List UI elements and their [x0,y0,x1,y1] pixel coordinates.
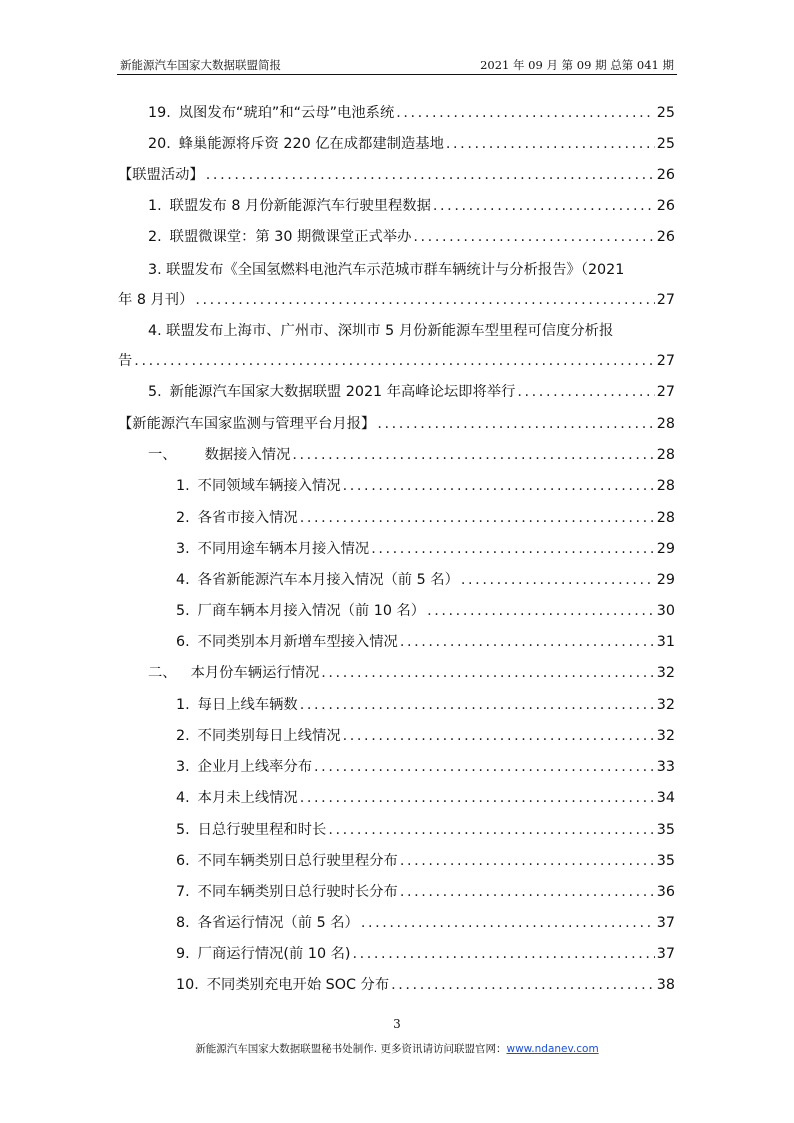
toc-entry-number: 8. [176,915,190,931]
toc-leader-dots [413,225,654,249]
toc-entry-page: 32 [656,728,675,744]
toc-leader-dots [134,349,655,373]
toc-leader-dots [343,474,655,498]
toc-entry[interactable] [0,537,794,561]
toc-leader-dots [195,288,654,312]
toc-entry-title: 不同类别本月新增车型接入情况 [197,634,398,650]
toc-entry[interactable] [0,880,794,904]
toc-entry-number: 10. [176,977,199,993]
toc-entry-title: 新能源汽车国家大数据联盟 2021 年高峰论坛即将举行 [169,384,516,400]
header-issue-info: 2021 年 09 月 第 09 期 总第 041 期 [480,58,674,72]
toc-entry-title: 日总行驶里程和时长 [197,822,327,838]
toc-leader-dots [371,537,655,561]
toc-entry-title-line1[interactable]: 4. 联盟发布上海市、广州市、深圳市 5 月份新能源车型里程可信度分析报 [148,323,614,339]
toc-entry[interactable] [0,288,794,312]
toc-entry-page: 29 [656,541,675,557]
toc-leader-dots [300,786,655,810]
toc-entry-page: 32 [656,697,675,713]
toc-entry-number: 6. [176,634,190,650]
toc-leader-dots [461,568,655,592]
toc-entry-title: 厂商车辆本月接入情况（前 10 名） [197,603,426,619]
toc-entry-number: 4. [176,790,190,806]
toc-entry-number: 2. [148,229,162,245]
toc-entry-number: 5. [176,822,190,838]
toc-entry[interactable] [0,506,794,530]
toc-section-title: 【联盟活动】 [118,167,204,183]
toc-entry-title: 不同车辆类别日总行驶里程分布 [197,853,398,869]
toc-entry[interactable] [0,786,794,810]
toc-entry[interactable] [0,849,794,873]
toc-entry-number: 2. [176,728,190,744]
toc-leader-dots [433,194,655,218]
toc-entry-title: 每日上线车辆数 [197,697,298,713]
toc-entry-page: 35 [656,822,675,838]
toc-entry-page: 25 [656,136,675,152]
toc-entry-page: 37 [656,915,675,931]
toc-entry-page: 26 [656,229,675,245]
toc-entry[interactable] [0,630,794,654]
toc-subsection-title: 数据接入情况 [204,447,291,463]
toc-entry-page: 32 [656,665,675,681]
toc-leader-dots [361,911,655,935]
toc-entry-number: 4. [176,572,190,588]
toc-entry-title: 企业月上线率分布 [197,759,313,775]
toc-entry-title: 不同用途车辆本月接入情况 [197,541,370,557]
footer-text: 新能源汽车国家大数据联盟秘书处制作. 更多资讯请访问联盟官网： [195,1043,507,1055]
toc-leader-dots [206,163,655,187]
toc-entry-page: 26 [656,198,675,214]
toc-entry-title-line2: 告 [118,353,133,369]
toc-entry-page: 27 [656,353,675,369]
toc-entry-title-line2: 年 8 月刊） [118,292,194,308]
toc-entry-page: 30 [656,603,675,619]
toc-entry[interactable] [0,599,794,623]
toc-entry-number: 5. [148,384,162,400]
toc-leader-dots [352,942,654,966]
toc-entry-title: 不同车辆类别日总行驶时长分布 [197,884,398,900]
toc-entry-page: 29 [656,572,675,588]
page-number: 3 [393,1017,401,1031]
toc-entry-title: 不同类别每日上线情况 [197,728,341,744]
toc-entry[interactable] [0,132,794,156]
toc-leader-dots [292,443,654,467]
toc-entry-number: 1. [148,198,162,214]
toc-entry-number: 6. [176,853,190,869]
toc-entry[interactable] [0,194,794,218]
toc-entry-title: 不同领域车辆接入情况 [197,478,341,494]
toc-entry[interactable] [0,973,794,997]
toc-entry-number: 20. [148,136,171,152]
toc-entry-title: 本月未上线情况 [197,790,298,806]
toc-leader-dots [400,849,655,873]
toc-entry-title: 蜂巢能源将斥资 220 亿在成都建制造基地 [178,136,444,152]
toc-entry-title: 各省市接入情况 [197,510,298,526]
toc-section-platform[interactable] [0,412,794,436]
header-title: 新能源汽车国家大数据联盟简报 [120,58,281,72]
toc-entry-page: 34 [656,790,675,806]
toc-entry-title: 各省新能源汽车本月接入情况（前 5 名） [197,572,459,588]
toc-leader-dots [427,599,655,623]
toc-leader-dots [396,101,655,125]
toc-entry[interactable] [0,724,794,748]
toc-entry-number: 2. [176,510,190,526]
toc-leader-dots [321,661,655,685]
toc-entry-number: 3. [176,759,190,775]
toc-entry-page: 36 [656,884,675,900]
toc-entry-title-line1[interactable]: 3. 联盟发布《全国氢燃料电池汽车示范城市群车辆统计与分析报告》（2021 [148,262,625,278]
toc-entry[interactable] [0,818,794,842]
toc-subsection[interactable] [0,661,794,685]
toc-entry[interactable] [0,942,794,966]
toc-leader-dots [400,880,655,904]
toc-entry-page: 35 [656,853,675,869]
toc-entry-page: 27 [656,384,675,400]
toc-leader-dots [446,132,655,156]
toc-leader-dots [391,973,655,997]
toc-section-alliance[interactable] [0,163,794,187]
toc-entry-title: 厂商运行情况(前 10 名) [197,946,351,962]
toc-entry-title: 联盟微课堂：第 30 期微课堂正式举办 [169,229,412,245]
toc-leader-dots [377,412,654,436]
toc-entry-page: 28 [656,447,675,463]
page-footer [0,1041,794,1056]
toc-entry-number: 5. [176,603,190,619]
toc-leader-dots [314,755,655,779]
toc-entry-page: 31 [656,634,675,650]
toc-subsection-number: 二、 [148,665,177,681]
toc-leader-dots [517,380,654,404]
toc-entry[interactable] [0,568,794,592]
toc-entry-title: 各省运行情况（前 5 名） [197,915,359,931]
toc-entry[interactable] [0,693,794,717]
toc-entry-page: 37 [656,946,675,962]
toc-entry-number: 3. [176,541,190,557]
toc-subsection-number: 一、 [148,447,177,463]
toc-entry-title: 联盟发布 8 月份新能源汽车行驶里程数据 [169,198,431,214]
toc-entry[interactable] [0,911,794,935]
toc-entry-number: 1. [176,697,190,713]
toc-leader-dots [343,724,655,748]
toc-section-title: 【新能源汽车国家监测与管理平台月报】 [118,416,376,432]
toc-leader-dots [400,630,655,654]
footer-website-link[interactable]: www.ndanev.com [506,1043,599,1055]
toc-subsection-title: 本月份车辆运行情况 [190,665,320,681]
toc-entry[interactable] [0,225,794,249]
toc-leader-dots [328,818,654,842]
toc-subsection[interactable] [0,443,794,467]
toc-entry-title: 不同类别充电开始 SOC 分布 [206,977,390,993]
toc-entry-title: 岚图发布“琥珀”和“云母”电池系统 [178,105,395,121]
toc-entry-page: 26 [656,167,675,183]
toc-entry-number: 1. [176,478,190,494]
toc-leader-dots [300,693,655,717]
toc-entry-page: 25 [656,105,675,121]
toc-entry[interactable] [0,349,794,373]
toc-entry-page: 28 [656,416,675,432]
toc-entry[interactable] [0,755,794,779]
toc-leader-dots [300,506,655,530]
toc-entry-number: 9. [176,946,190,962]
toc-entry-page: 27 [656,292,675,308]
toc-entry-number: 7. [176,884,190,900]
toc-entry-page: 33 [656,759,675,775]
toc-entry[interactable] [0,101,794,125]
toc-entry-page: 38 [656,977,675,993]
toc-entry-page: 28 [656,478,675,494]
toc-entry-page: 28 [656,510,675,526]
toc-entry[interactable] [0,380,794,404]
toc-entry[interactable] [0,474,794,498]
toc-entry-number: 19. [148,105,171,121]
